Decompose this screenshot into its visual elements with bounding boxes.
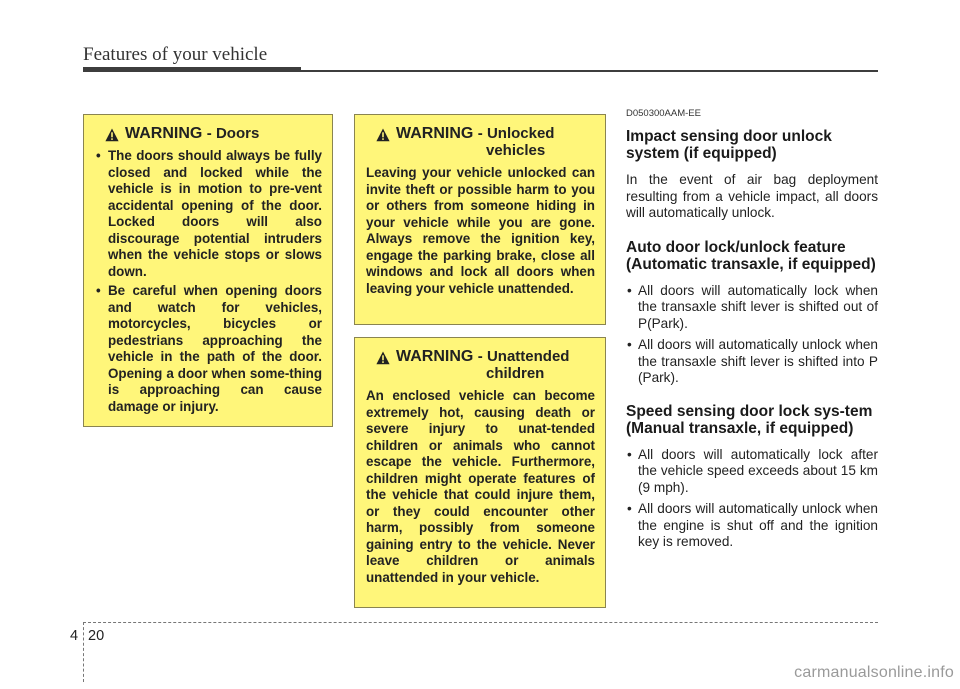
chapter-number: 4: [70, 628, 79, 644]
warning-heading: [396, 348, 569, 382]
warning-heading: [125, 125, 259, 142]
section-paragraph: In the event of air bag deployment resulting from a vehicle impact, all doors will automatically unlock.: [626, 172, 878, 220]
warning-header: [376, 125, 595, 159]
list-item: • All doors will automatically lock when the transaxle shift lever is shifted out of P(Park).: [626, 283, 878, 333]
warning-subject: - Unattended: [477, 348, 570, 365]
warning-bullet-list: [95, 148, 322, 415]
warning-triangle-icon: [376, 351, 390, 365]
warning-box-unlocked-vehicles: [354, 114, 606, 325]
warning-box-doors: [83, 114, 333, 427]
warning-header: [105, 125, 322, 142]
list-item: • All doors will automatically unlock when the transaxle shift lever is shifted into P (Park).: [626, 337, 878, 387]
warning-subject: - Doors: [206, 125, 260, 142]
footer-divider: [83, 622, 84, 682]
content-column: [626, 108, 878, 567]
warning-box-unattended-children: [354, 337, 606, 608]
warning-body: An enclosed vehicle can become extremely hot, causing death or severe injury to unat-tended children or animals who cannot escape the vehicle. Furthermore, children might operate features of the vehicle that could injure them, or they could encounter other harm, possibly from someone gaining entry to the vehicle. Never leave children or animals unattended in your vehicle.: [366, 388, 595, 585]
warning-subject-line2: children: [486, 365, 545, 382]
footer-rule: [83, 622, 878, 623]
warning-keyword: WARNING: [396, 348, 474, 365]
warning-heading: [396, 125, 554, 159]
warning-bullet: • The doors should always be fully closed and locked while the vehicle is in motion to pre-vent accidental opening of the door. Locked doors will also discourage potential intruders when the vehicle stops or slows down.: [95, 148, 322, 280]
list-item: • All doors will automatically lock after the vehicle speed exceeds about 15 km (9 mph).: [626, 447, 878, 497]
warning-triangle-icon: [376, 128, 390, 142]
warning-bullet: • Be careful when opening doors and watch for vehicles, motorcycles, bicycles or pedestrians approaching the vehicle in the path of the door. Opening a door when some-thing is approaching can cause damage or injury.: [95, 283, 322, 415]
warning-subject: - Unlocked: [477, 125, 555, 142]
header-rule-thin: [300, 70, 878, 72]
warning-subject-line2: vehicles: [486, 142, 546, 159]
bullet-list-speed-sensing: [626, 447, 878, 551]
page-number: 20: [88, 628, 105, 644]
watermark-text: carmanualsonline.info: [794, 664, 954, 681]
section-title-speed-sensing: Speed sensing door lock sys-tem (Manual transaxle, if equipped): [626, 402, 873, 437]
warning-body: Leaving your vehicle unlocked can invite theft or possible harm to you or others from someone hiding in your vehicle while you are gone. Always remove the ignition key, engage the parking brake, close all windows and lock all doors when leaving your vehicle unattended.: [366, 165, 595, 296]
warning-header: [376, 348, 595, 382]
warning-keyword: WARNING: [396, 125, 474, 142]
list-item: • All doors will automatically unlock when the engine is shut off and the ignition key is removed.: [626, 501, 878, 551]
bullet-list-auto-door-lock: [626, 283, 878, 387]
page-header-title: Features of your vehicle: [83, 44, 268, 65]
section-title-impact-sensing: Impact sensing door unlock system (if equipped): [626, 128, 832, 162]
warning-triangle-icon: [105, 128, 119, 142]
header-rule-thick: [83, 67, 301, 72]
section-code: D050300AAM-EE: [626, 108, 701, 119]
warning-keyword: WARNING: [125, 125, 203, 142]
section-title-auto-door-lock: Auto door lock/unlock feature (Automatic transaxle, if equipped): [626, 238, 876, 273]
